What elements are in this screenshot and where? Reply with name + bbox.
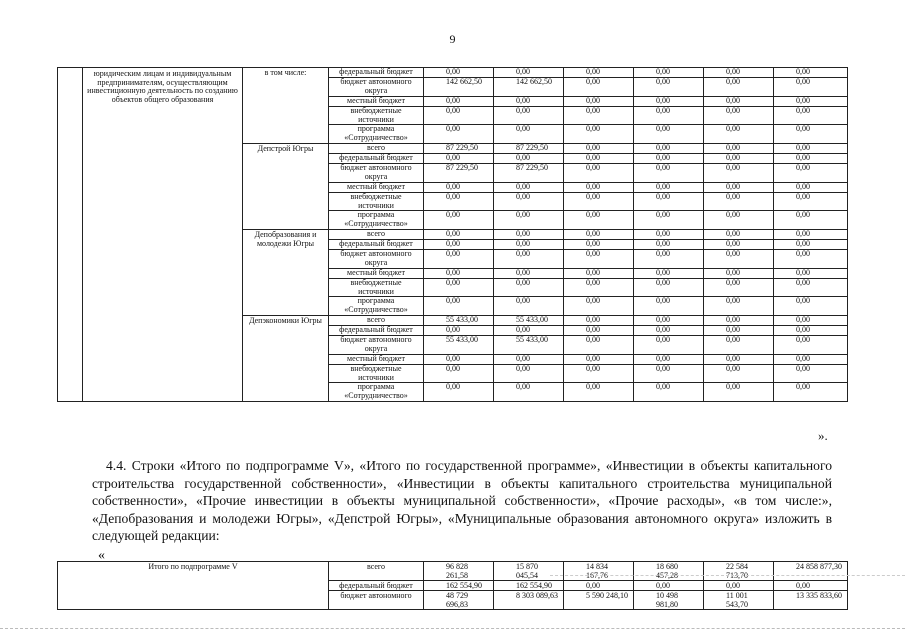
amount-cell: 10 498 981,80 (634, 591, 704, 610)
amount-cell: 0,00 (704, 336, 774, 355)
amount-cell: 0,00 (634, 183, 704, 193)
amount-cell: 0,00 (634, 211, 704, 230)
amount-cell: 0,00 (564, 125, 634, 144)
amount-cell: 0,00 (494, 97, 564, 107)
amount-cell: 0,00 (564, 250, 634, 269)
funding-source: бюджет автономного (329, 591, 424, 610)
measure-description: юридическим лицам и индивидуальным предпринимателям, осуществляющим инвестиционную деятельность по созданию объектов общего образования (83, 68, 243, 402)
amount-cell: 0,00 (634, 193, 704, 211)
amount-cell: 0,00 (494, 193, 564, 211)
responsible-executor: Депстрой Югры (243, 144, 329, 230)
amount-cell: 0,00 (494, 383, 564, 402)
amount-cell: 0,00 (564, 355, 634, 365)
amount-cell: 142 662,50 (494, 78, 564, 97)
amount-cell: 0,00 (774, 355, 848, 365)
amount-cell: 0,00 (424, 279, 494, 297)
funding-source: программа «Сотрудничество» (329, 211, 424, 230)
amount-cell: 15 870 045,54 (494, 562, 564, 581)
amount-cell: 0,00 (564, 164, 634, 183)
amount-cell: 0,00 (424, 125, 494, 144)
amount-cell: 0,00 (424, 383, 494, 402)
funding-source: программа «Сотрудничество» (329, 125, 424, 144)
amount-cell: 0,00 (704, 250, 774, 269)
amount-cell: 0,00 (564, 78, 634, 97)
amount-cell: 0,00 (704, 107, 774, 125)
amount-cell: 0,00 (494, 183, 564, 193)
amount-cell: 0,00 (634, 383, 704, 402)
amount-cell: 0,00 (704, 326, 774, 336)
amount-cell: 0,00 (774, 193, 848, 211)
funding-source: федеральный бюджет (329, 154, 424, 164)
scan-artifact-line (0, 628, 905, 629)
amount-cell: 0,00 (634, 144, 704, 154)
amount-cell: 0,00 (564, 383, 634, 402)
funding-source: всего (329, 562, 424, 581)
amount-cell: 0,00 (774, 297, 848, 316)
amount-cell: 0,00 (704, 355, 774, 365)
amount-cell: 0,00 (774, 581, 848, 591)
funding-source: всего (329, 316, 424, 326)
amount-cell: 0,00 (634, 240, 704, 250)
amount-cell: 0,00 (774, 365, 848, 383)
amount-cell: 162 554,90 (424, 581, 494, 591)
amount-cell: 0,00 (704, 581, 774, 591)
amount-cell: 55 433,00 (424, 336, 494, 355)
funding-source: федеральный бюджет (329, 326, 424, 336)
amount-cell: 0,00 (494, 154, 564, 164)
amount-cell: 0,00 (564, 297, 634, 316)
amount-cell: 0,00 (774, 326, 848, 336)
amount-cell: 0,00 (634, 107, 704, 125)
amount-cell: 0,00 (704, 68, 774, 78)
amount-cell: 0,00 (774, 316, 848, 326)
amount-cell: 162 554,90 (494, 581, 564, 591)
amount-cell: 0,00 (774, 125, 848, 144)
funding-source: федеральный бюджет (329, 581, 424, 591)
funding-source: внебюджетные источники (329, 279, 424, 297)
funding-source: местный бюджет (329, 183, 424, 193)
amount-cell: 0,00 (564, 97, 634, 107)
funding-source: внебюджетные источники (329, 193, 424, 211)
funding-table-body (58, 68, 848, 402)
amount-cell: 0,00 (564, 68, 634, 78)
amount-cell: 0,00 (774, 68, 848, 78)
amount-cell: 24 858 877,30 (774, 562, 848, 581)
amount-cell: 0,00 (774, 144, 848, 154)
amount-cell: 0,00 (564, 269, 634, 279)
funding-source: программа «Сотрудничество» (329, 383, 424, 402)
amount-cell: 96 828 261,58 (424, 562, 494, 581)
amount-cell: 0,00 (634, 581, 704, 591)
amount-cell: 0,00 (494, 365, 564, 383)
amount-cell: 48 729 696,83 (424, 591, 494, 610)
amount-cell: 0,00 (634, 250, 704, 269)
amount-cell: 55 433,00 (494, 336, 564, 355)
amount-cell: 0,00 (424, 269, 494, 279)
amount-cell: 0,00 (634, 279, 704, 297)
amount-cell: 0,00 (774, 250, 848, 269)
amount-cell: 22 584 713,70 (704, 562, 774, 581)
amount-cell: 0,00 (634, 326, 704, 336)
amount-cell: 0,00 (494, 68, 564, 78)
amount-cell: 0,00 (704, 78, 774, 97)
amount-cell: 0,00 (494, 250, 564, 269)
amount-cell: 0,00 (494, 107, 564, 125)
amount-cell: 0,00 (704, 125, 774, 144)
closing-quote: ». (818, 428, 828, 443)
funding-source: федеральный бюджет (329, 240, 424, 250)
funding-source: внебюджетные источники (329, 107, 424, 125)
funding-source: местный бюджет (329, 355, 424, 365)
amount-cell: 0,00 (704, 365, 774, 383)
amount-cell: 0,00 (774, 154, 848, 164)
amount-cell: 0,00 (774, 230, 848, 240)
funding-table (57, 67, 848, 402)
amount-cell: 55 433,00 (424, 316, 494, 326)
amount-cell: 0,00 (494, 230, 564, 240)
amount-cell: 0,00 (704, 297, 774, 316)
amount-cell: 0,00 (564, 154, 634, 164)
amount-cell: 0,00 (564, 326, 634, 336)
amount-cell: 0,00 (424, 154, 494, 164)
amount-cell: 0,00 (774, 336, 848, 355)
amount-cell: 0,00 (494, 211, 564, 230)
amount-cell: 0,00 (704, 230, 774, 240)
amount-cell: 0,00 (704, 316, 774, 326)
amount-cell: 0,00 (564, 211, 634, 230)
amount-cell: 0,00 (564, 240, 634, 250)
amount-cell: 0,00 (704, 154, 774, 164)
amount-cell: 0,00 (494, 240, 564, 250)
amount-cell: 0,00 (704, 211, 774, 230)
amount-cell: 0,00 (424, 211, 494, 230)
amount-cell: 0,00 (424, 68, 494, 78)
amount-cell: 0,00 (634, 97, 704, 107)
amount-cell: 0,00 (704, 193, 774, 211)
amount-cell: 0,00 (494, 279, 564, 297)
amount-cell: 0,00 (494, 297, 564, 316)
amount-cell: 0,00 (634, 230, 704, 240)
index-cell (58, 68, 83, 402)
amount-cell: 0,00 (704, 383, 774, 402)
amount-cell: 0,00 (634, 297, 704, 316)
subprogram-total-body (58, 562, 848, 610)
funding-source: всего (329, 230, 424, 240)
amount-cell: 0,00 (634, 365, 704, 383)
amount-cell: 0,00 (704, 240, 774, 250)
amount-cell: 0,00 (704, 97, 774, 107)
amount-cell: 0,00 (704, 183, 774, 193)
amount-cell: 87 229,50 (494, 164, 564, 183)
amount-cell: 0,00 (634, 269, 704, 279)
amount-cell: 0,00 (564, 365, 634, 383)
funding-source: внебюджетные источники (329, 365, 424, 383)
amount-cell: 0,00 (774, 183, 848, 193)
funding-source: местный бюджет (329, 269, 424, 279)
amount-cell: 0,00 (634, 125, 704, 144)
page-number: 9 (449, 32, 456, 46)
amount-cell: 0,00 (774, 211, 848, 230)
amount-cell: 0,00 (564, 336, 634, 355)
amount-cell: 0,00 (704, 269, 774, 279)
amount-cell: 0,00 (564, 183, 634, 193)
amount-cell: 0,00 (494, 326, 564, 336)
amount-cell: 0,00 (704, 144, 774, 154)
table-row (58, 68, 848, 78)
scan-artifact-line (550, 575, 905, 576)
amount-cell: 11 001 543,70 (704, 591, 774, 610)
amount-cell: 55 433,00 (494, 316, 564, 326)
amount-cell: 0,00 (634, 316, 704, 326)
amount-cell: 0,00 (424, 365, 494, 383)
amount-cell: 0,00 (424, 97, 494, 107)
amount-cell: 0,00 (774, 164, 848, 183)
amount-cell: 0,00 (494, 125, 564, 144)
amount-cell: 0,00 (634, 68, 704, 78)
subprogram-label: Итого по подпрограмме V (58, 562, 329, 610)
amount-cell: 0,00 (634, 154, 704, 164)
amount-cell: 0,00 (774, 279, 848, 297)
amount-cell: 0,00 (704, 164, 774, 183)
funding-source: программа «Сотрудничество» (329, 297, 424, 316)
amount-cell: 0,00 (774, 97, 848, 107)
funding-source: бюджет автономного округа (329, 250, 424, 269)
amount-cell: 0,00 (564, 581, 634, 591)
amount-cell: 0,00 (564, 144, 634, 154)
amount-cell: 87 229,50 (424, 144, 494, 154)
amount-cell: 8 303 089,63 (494, 591, 564, 610)
amount-cell: 13 335 833,60 (774, 591, 848, 610)
responsible-executor: Депэкономики Югры (243, 316, 329, 402)
amount-cell: 0,00 (424, 193, 494, 211)
amount-cell: 0,00 (424, 355, 494, 365)
amount-cell: 0,00 (774, 240, 848, 250)
funding-source: бюджет автономного округа (329, 336, 424, 355)
amount-cell: 0,00 (494, 355, 564, 365)
amount-cell: 14 834 167,76 (564, 562, 634, 581)
amount-cell: 0,00 (564, 230, 634, 240)
responsible-executor: в том числе: (243, 68, 329, 144)
amount-cell: 18 680 457,28 (634, 562, 704, 581)
amount-cell: 0,00 (774, 269, 848, 279)
amount-cell: 142 662,50 (424, 78, 494, 97)
amount-cell: 0,00 (634, 355, 704, 365)
amount-cell: 0,00 (424, 297, 494, 316)
amount-cell: 0,00 (634, 78, 704, 97)
amount-cell: 0,00 (774, 107, 848, 125)
amount-cell: 0,00 (424, 240, 494, 250)
funding-source: федеральный бюджет (329, 68, 424, 78)
amount-cell: 0,00 (774, 78, 848, 97)
amount-cell: 0,00 (564, 279, 634, 297)
amount-cell: 5 590 248,10 (564, 591, 634, 610)
funding-source: местный бюджет (329, 97, 424, 107)
amendment-paragraph: 4.4. Строки «Итого по подпрограмме V», «Итого по государственной программе», «Инвестиции в объекты капитального строительства государственной собственности», «Инвестиции в объекты капитального строительства муниципальной собственности», «Прочие инвестиции в объекты муниципальной собственности», «Прочие расходы», «в том числе:», «Депобразования и молодежи Югры», «Депстрой Югры», «Муниципальные образования автономного округа» изложить в следующей редакции: (92, 458, 832, 543)
opening-quote: « (98, 548, 105, 563)
amount-cell: 0,00 (424, 326, 494, 336)
amount-cell: 0,00 (424, 250, 494, 269)
subprogram-total-table (57, 561, 848, 610)
table-row (58, 562, 848, 581)
amount-cell: 0,00 (494, 269, 564, 279)
amount-cell: 0,00 (634, 164, 704, 183)
amount-cell: 0,00 (774, 383, 848, 402)
funding-source: бюджет автономного округа (329, 164, 424, 183)
amount-cell: 0,00 (564, 316, 634, 326)
amount-cell: 87 229,50 (494, 144, 564, 154)
amount-cell: 87 229,50 (424, 164, 494, 183)
amount-cell: 0,00 (564, 193, 634, 211)
funding-source: бюджет автономного округа (329, 78, 424, 97)
amount-cell: 0,00 (704, 279, 774, 297)
responsible-executor: Депобразования и молодежи Югры (243, 230, 329, 316)
amount-cell: 0,00 (424, 230, 494, 240)
funding-source: всего (329, 144, 424, 154)
amount-cell: 0,00 (564, 107, 634, 125)
amount-cell: 0,00 (424, 183, 494, 193)
amount-cell: 0,00 (424, 107, 494, 125)
amount-cell: 0,00 (634, 336, 704, 355)
